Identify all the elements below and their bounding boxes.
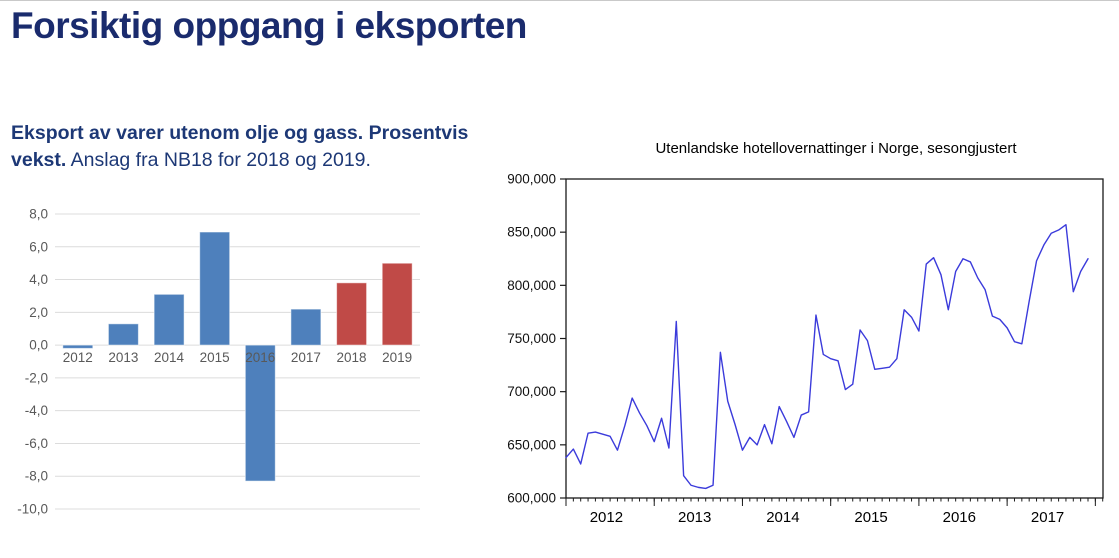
hotel-nights-line-chart-svg [490, 161, 1115, 556]
line-chart-title: Utenlandske hotellovernattinger i Norge, sesongjustert [655, 140, 1017, 157]
bar-chart-subtitle [11, 120, 479, 175]
svg-text:-2,0: -2,0 [24, 370, 48, 386]
svg-text:0,0: 0,0 [29, 337, 48, 353]
svg-text:-8,0: -8,0 [24, 468, 48, 484]
bar-chart-subtitle-bold: Eksport av varer utenom olje og gass. Prosentvis vekst. [11, 122, 469, 172]
svg-text:2014: 2014 [154, 350, 185, 366]
svg-text:-4,0: -4,0 [24, 403, 48, 419]
svg-text:2015: 2015 [854, 509, 888, 526]
svg-text:2013: 2013 [678, 509, 712, 526]
svg-text:2017: 2017 [290, 350, 321, 366]
page-title: Forsiktig oppgang i eksporten [11, 5, 527, 46]
svg-text:2019: 2019 [382, 350, 413, 366]
export-growth-bar-chart-svg [8, 203, 433, 525]
svg-text:800,000: 800,000 [507, 277, 556, 293]
svg-text:2012: 2012 [62, 350, 93, 366]
svg-text:2016: 2016 [942, 509, 976, 526]
svg-text:700,000: 700,000 [507, 384, 556, 400]
svg-text:8,0: 8,0 [29, 206, 48, 222]
svg-text:2014: 2014 [766, 509, 800, 526]
svg-text:4,0: 4,0 [29, 272, 48, 288]
svg-text:2013: 2013 [108, 350, 139, 366]
svg-text:600,000: 600,000 [507, 490, 556, 506]
svg-text:650,000: 650,000 [507, 437, 556, 453]
bar-chart-subtitle-regular: Anslag fra NB18 for 2018 og 2019. [70, 149, 371, 172]
hotel-nights-line-chart [490, 161, 1115, 556]
svg-text:850,000: 850,000 [507, 224, 556, 240]
svg-text:2017: 2017 [1030, 509, 1065, 526]
svg-text:2018: 2018 [336, 350, 367, 366]
svg-text:6,0: 6,0 [29, 239, 48, 255]
svg-text:750,000: 750,000 [507, 331, 556, 346]
svg-text:2012: 2012 [589, 509, 624, 526]
export-growth-bar-chart [8, 203, 433, 525]
svg-text:-10,0: -10,0 [17, 501, 48, 517]
svg-text:-6,0: -6,0 [24, 435, 48, 451]
svg-text:2,0: 2,0 [29, 304, 48, 320]
svg-text:2016: 2016 [245, 350, 276, 366]
svg-text:900,000: 900,000 [507, 171, 556, 187]
svg-text:2015: 2015 [199, 350, 230, 366]
